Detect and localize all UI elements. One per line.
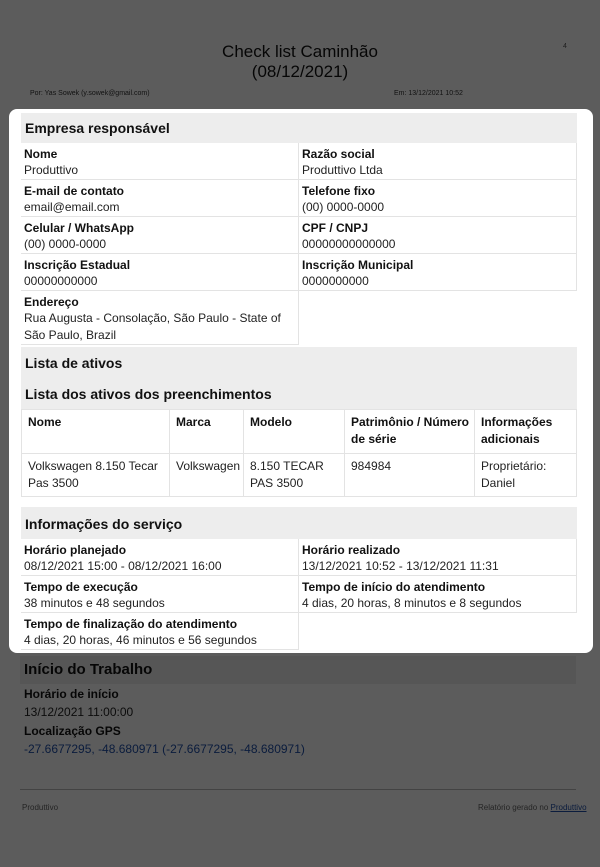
company-state-registration-cell <box>21 254 299 291</box>
column-header-asset-number-line2: de série <box>351 432 397 446</box>
execution-time-value: 38 minutos e 48 segundos <box>24 596 165 610</box>
legal-name-label: Razão social <box>302 147 375 161</box>
service-end-time-cell <box>21 613 299 650</box>
asset-brand: Volkswagen <box>176 459 241 473</box>
actual-time-label: Horário realizado <box>302 543 401 557</box>
company-legal-name-cell <box>299 143 577 180</box>
address-line2: São Paulo, Brazil <box>24 328 117 342</box>
phone-value: (00) 0000-0000 <box>302 200 385 214</box>
service-start-time-label: Tempo de início do atendimento <box>302 580 486 594</box>
company-name-label: Nome <box>24 147 58 161</box>
mobile-value: (00) 0000-0000 <box>24 237 107 251</box>
state-registration-value: 00000000000 <box>24 274 98 288</box>
service-start-time-cell <box>299 576 577 613</box>
service-end-time-label: Tempo de finalização do atendimento <box>24 617 238 631</box>
email-value: email@email.com <box>24 200 120 214</box>
asset-info-line1: Proprietário: <box>481 459 547 473</box>
asset-number: 984984 <box>351 459 392 473</box>
asset-name-line1: Volkswagen 8.150 Tecar <box>28 459 158 473</box>
planned-time-cell <box>21 539 299 576</box>
company-phone-cell <box>299 180 577 217</box>
cnpj-value: 00000000000000 <box>302 237 396 251</box>
service-end-time-value: 4 dias, 20 horas, 46 minutos e 56 segundos <box>24 633 257 647</box>
address-label: Endereço <box>24 295 79 309</box>
company-municipal-registration-cell <box>299 254 577 291</box>
actual-time-value: 13/12/2021 10:52 - 13/12/2021 11:31 <box>302 559 499 573</box>
column-header-asset-number <box>347 414 469 448</box>
phone-label: Telefone fixo <box>302 184 376 198</box>
company-name-cell <box>21 143 299 180</box>
legal-name-value: Produttivo Ltda <box>302 163 383 177</box>
company-name-value: Produttivo <box>24 163 79 177</box>
company-grid <box>21 143 577 345</box>
section-title-service: Informações do serviço <box>21 507 577 539</box>
planned-time-label: Horário planejado <box>24 543 127 557</box>
municipal-registration-value: 0000000000 <box>302 274 369 288</box>
column-header-additional-info <box>477 414 552 448</box>
details-modal <box>9 109 593 653</box>
column-header-additional-info-line1: Informações <box>481 415 553 429</box>
execution-time-label: Tempo de execução <box>24 580 138 594</box>
asset-model-line2: PAS 3500 <box>250 476 304 490</box>
execution-time-cell <box>21 576 299 613</box>
asset-additional-info <box>477 458 546 492</box>
asset-model <box>246 458 324 492</box>
column-header-brand: Marca <box>176 415 211 429</box>
company-email-cell <box>21 180 299 217</box>
municipal-registration-label: Inscrição Municipal <box>302 258 414 272</box>
actual-time-cell <box>299 539 577 576</box>
column-header-name: Nome <box>28 415 62 429</box>
state-registration-label: Inscrição Estadual <box>24 258 131 272</box>
section-subtitle-assets: Lista dos ativos dos preenchimentos <box>21 377 577 409</box>
asset-model-line1: 8.150 TECAR <box>250 459 324 473</box>
section-title-company: Empresa responsável <box>21 113 577 143</box>
company-cnpj-cell <box>299 217 577 254</box>
company-address-cell <box>21 291 299 345</box>
assets-table <box>21 409 577 497</box>
cnpj-label: CPF / CNPJ <box>302 221 369 235</box>
header-divider <box>22 453 576 454</box>
asset-info-line2: Daniel <box>481 476 516 490</box>
planned-time-value: 08/12/2021 15:00 - 08/12/2021 16:00 <box>24 559 222 573</box>
service-start-time-value: 4 dias, 20 horas, 8 minutos e 8 segundos <box>302 596 522 610</box>
asset-name <box>24 458 158 492</box>
column-header-model: Modelo <box>250 415 292 429</box>
service-grid <box>21 539 577 650</box>
section-title-assets: Lista de ativos <box>21 347 577 377</box>
mobile-label: Celular / WhatsApp <box>24 221 135 235</box>
address-line1: Rua Augusta - Consolação, São Paulo - State of <box>24 311 281 325</box>
company-mobile-cell <box>21 217 299 254</box>
asset-name-line2: Pas 3500 <box>28 476 79 490</box>
column-header-asset-number-line1: Patrimônio / Número <box>351 415 470 429</box>
email-label: E-mail de contato <box>24 184 125 198</box>
column-header-additional-info-line2: adicionais <box>481 432 540 446</box>
